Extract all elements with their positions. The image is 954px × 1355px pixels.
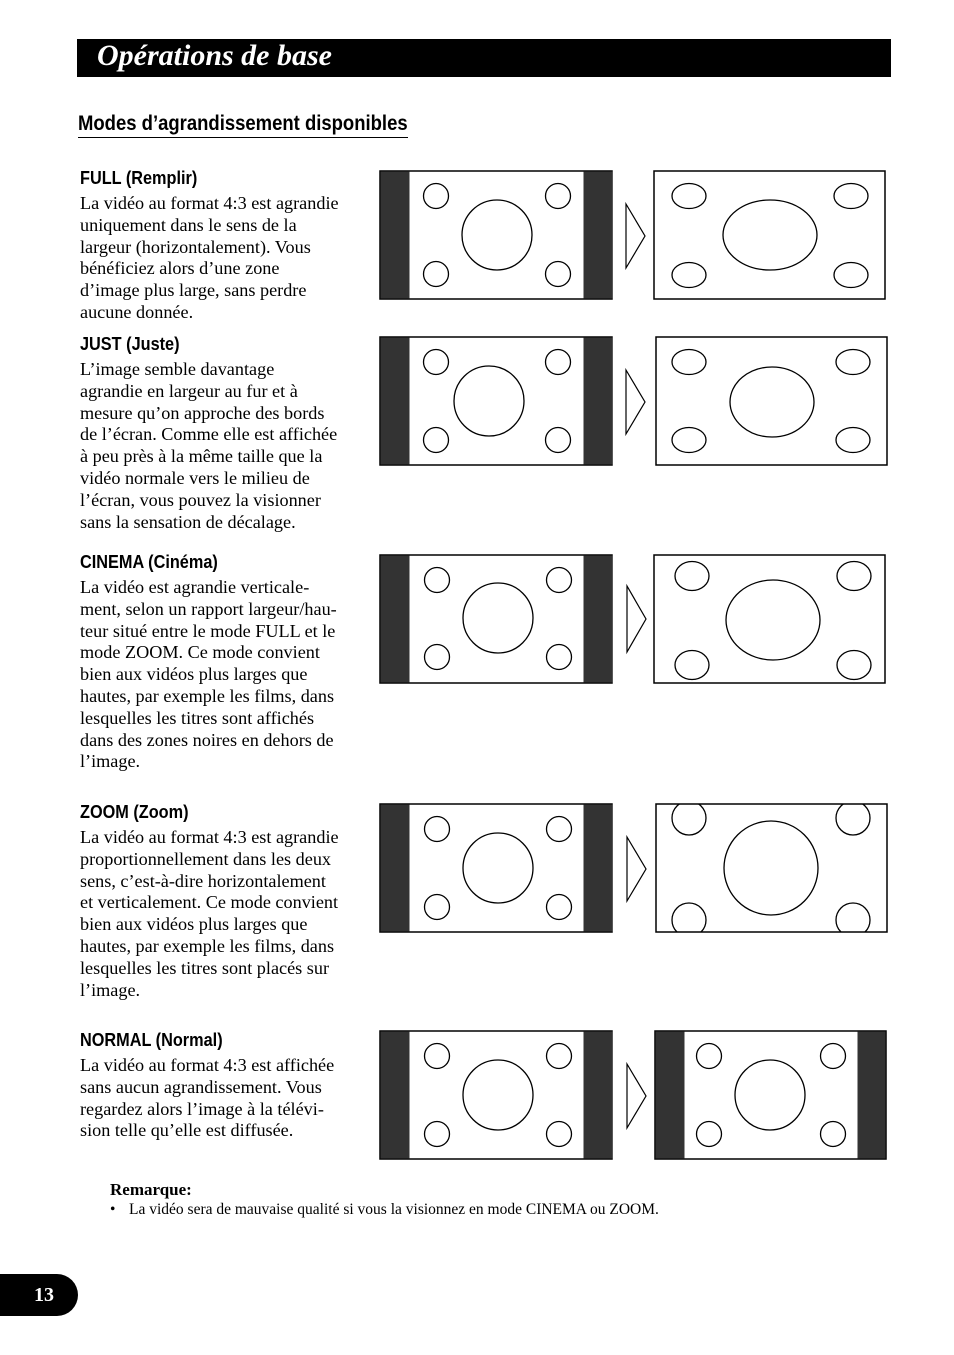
mode-just-heading [80, 333, 339, 355]
page-number-badge [0, 1274, 78, 1316]
zoom-mode-illustration [379, 803, 889, 935]
source-4x3-screen [380, 337, 613, 465]
mode-zoom-name: ZOOM [80, 801, 129, 822]
cinema-mode-illustration [379, 554, 889, 686]
source-4x3-screen [380, 804, 613, 932]
arrow-right-icon [627, 1064, 646, 1128]
page-title: Opérations de base [97, 39, 332, 72]
arrow-right-icon [627, 837, 646, 901]
result-wide-screen [654, 171, 885, 299]
mode-full-name: FULL [80, 167, 122, 188]
page-number: 13 [34, 1284, 54, 1306]
mode-full-translation: (Remplir) [125, 167, 198, 188]
just-mode-illustration [379, 336, 889, 468]
mode-normal-block [80, 1029, 374, 1142]
mode-normal-translation: (Normal) [155, 1029, 223, 1050]
remark-title: Remarque: [110, 1180, 192, 1199]
source-4x3-screen [380, 171, 613, 299]
mode-cinema-name: CINEMA [80, 551, 144, 572]
mode-just-name: JUST [80, 333, 122, 354]
source-4x3-screen [380, 1031, 613, 1159]
mode-just-description: L’image semble davantage agrandie en largeur au fur et à mesure qu’on approche des bords de l’écran. Comme elle est affichée à peu près à la même taille que la vidéo normale vers le milieu de l’écran, vous pouvez la visionner sans la sensation de décalage. [80, 359, 338, 532]
mode-normal-heading [80, 1029, 339, 1051]
bullet-icon: • [110, 1201, 116, 1218]
mode-full-description: La vidéo au format 4:3 est agrandie uniquement dans le sens de la largeur (horizontalement). Vous bénéficiez alors d’une zone d’image plus large, sans perdre aucune donnée. [80, 193, 339, 322]
mode-normal-description: La vidéo au format 4:3 est affichée sans aucun agrandissement. Vous regardez alors l’image à la télévi- sion telle qu’elle est diffusée. [80, 1055, 335, 1141]
mode-just-block [80, 333, 374, 533]
mode-cinema-translation: (Cinéma) [148, 551, 218, 572]
arrow-right-icon [627, 586, 646, 652]
result-pillarbox-screen [655, 1031, 886, 1159]
remark-text: La vidéo sera de mauvaise qualité si vous la visionnez en mode CINEMA ou ZOOM. [129, 1201, 659, 1218]
mode-cinema-description: La vidéo est agrandie verticale- ment, selon un rapport largeur/hau- teur situé entre le mode FULL et le mode ZOOM. Ce mode convient bien aux vidéos plus larges que hautes, par exemple les films, dans lesquelles les titres sont affichés dans des zones noires en dehors de l’image. [80, 577, 337, 772]
remark-note [110, 1201, 659, 1219]
full-mode-illustration [379, 170, 889, 302]
mode-zoom-heading [80, 801, 339, 823]
mode-zoom-block [80, 801, 374, 1001]
result-wide-screen [654, 555, 885, 683]
mode-cinema-block [80, 551, 374, 773]
mode-just-translation: (Juste) [126, 333, 180, 354]
mode-normal-name: NORMAL [80, 1029, 152, 1050]
normal-mode-illustration [379, 1030, 889, 1162]
section-title: Modes d’agrandissement disponibles [78, 112, 408, 138]
arrow-right-icon [626, 370, 645, 434]
mode-cinema-heading [80, 551, 339, 573]
arrow-right-icon [626, 204, 645, 268]
mode-zoom-description: La vidéo au format 4:3 est agrandie proportionnellement dans les deux sens, c’est-à-dire horizontalement et verticalement. Ce mode convient bien aux vidéos plus larges que hautes, par exemple les films, dans lesquelles les titres sont placés sur l’image. [80, 827, 339, 1000]
result-wide-screen [656, 337, 887, 465]
result-wide-screen [656, 803, 887, 935]
source-4x3-screen [380, 555, 613, 683]
mode-full-heading [80, 167, 339, 189]
mode-full-block [80, 167, 374, 324]
header-bar [77, 39, 891, 77]
mode-zoom-translation: (Zoom) [133, 801, 189, 822]
